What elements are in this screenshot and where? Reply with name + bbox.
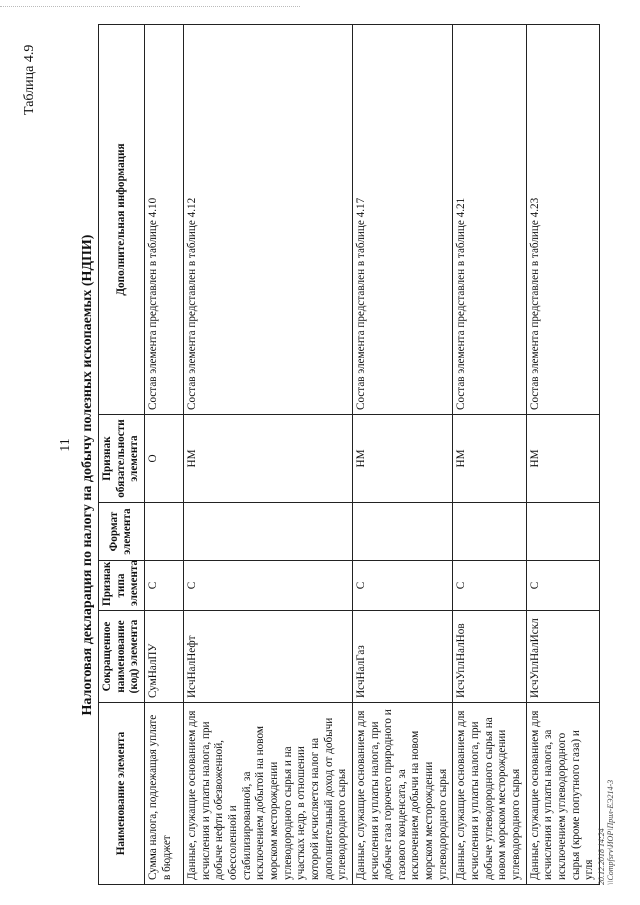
cell-additional-info: Состав элемента представлен в таблице 4.23 <box>526 25 599 415</box>
file-path-footer <box>598 780 616 885</box>
cell-element-name: Данные, служащие основанием для исчисления и уплаты налога, при добыче газа горючего природного и газового конденсата, за исключением добычи на новом морском месторождении углеводородного сырья <box>352 703 453 885</box>
table-header-row <box>99 25 145 885</box>
table-row <box>526 25 599 885</box>
page-number: 11 <box>58 438 73 452</box>
cell-element-required: НМ <box>352 415 453 503</box>
cell-element-code: СумНалПУ <box>144 611 183 703</box>
cell-element-required: НМ <box>453 415 526 503</box>
cell-additional-info: Состав элемента представлен в таблице 4.17 <box>352 25 453 415</box>
table-number: Таблица 4.9 <box>22 44 37 115</box>
cell-additional-info: Состав элемента представлен в таблице 4.21 <box>453 25 526 415</box>
cell-element-required: НМ <box>526 415 599 503</box>
cell-element-format <box>183 503 352 561</box>
table-row <box>144 25 183 885</box>
cell-element-format <box>526 503 599 561</box>
header-element-code: Сокращенное наименование (код) элемента <box>99 611 145 703</box>
footer-timestamp: 20.12.2018 14:24 <box>597 828 606 885</box>
table-row <box>183 25 352 885</box>
cell-additional-info: Состав элемента представлен в таблице 4.10 <box>144 25 183 415</box>
header-element-required: Признак обязательности элемента <box>99 415 145 503</box>
table-row <box>453 25 526 885</box>
cell-element-format <box>453 503 526 561</box>
cell-element-type: С <box>453 561 526 611</box>
cell-element-code: ИсчУплНалНов <box>453 611 526 703</box>
cell-element-name: Данные, служащие основанием для исчисления и уплаты налога, при добыче углеводородного сырья на новом морском месторождении углеводородного сырья <box>453 703 526 885</box>
cell-element-type: С <box>183 561 352 611</box>
cell-element-required: НМ <box>183 415 352 503</box>
footer-file-path: \\Compfsrv\ИОР\Прил-ЕЭ214-3 <box>605 779 615 885</box>
table-row <box>352 25 453 885</box>
cell-element-code: ИсчНалГаз <box>352 611 453 703</box>
cell-element-format <box>144 503 183 561</box>
header-element-format: Формат элемента <box>99 503 145 561</box>
header-additional-info: Дополнительная информация <box>99 25 145 415</box>
cell-element-name: Сумма налога, подлежащая уплате в бюджет <box>144 703 183 885</box>
cell-element-type: С <box>144 561 183 611</box>
cell-element-code: ИсчУплНалИскл <box>526 611 599 703</box>
cell-element-required: О <box>144 415 183 503</box>
cell-element-name: Данные, служащие основанием для исчисления и уплаты налога, за исключением углеводородного сырья (кроме попутного газа) и угля <box>526 703 599 885</box>
header-element-name: Наименование элемента <box>99 703 145 885</box>
document-title: Налоговая декларация по налогу на добычу полезных ископаемых (НДПИ) <box>80 234 95 716</box>
cell-element-type: С <box>352 561 453 611</box>
cell-element-name: Данные, служащие основанием для исчисления и уплаты налога, при добыче нефти обезвоженной, обессоленной и стабилизированной, за исключением добытой на новом морском месторождении углеводородного сырья и на участках недр, в отношении которой исчисляется налог на дополнительный доход от добычи углеводородного сырья <box>183 703 352 885</box>
header-element-type: Признак типа элемента <box>99 561 145 611</box>
declaration-table <box>98 24 600 885</box>
cell-element-format <box>352 503 453 561</box>
cell-element-code: ИсчНалНефт <box>183 611 352 703</box>
cell-additional-info: Состав элемента представлен в таблице 4.12 <box>183 25 352 415</box>
cell-element-type: С <box>526 561 599 611</box>
